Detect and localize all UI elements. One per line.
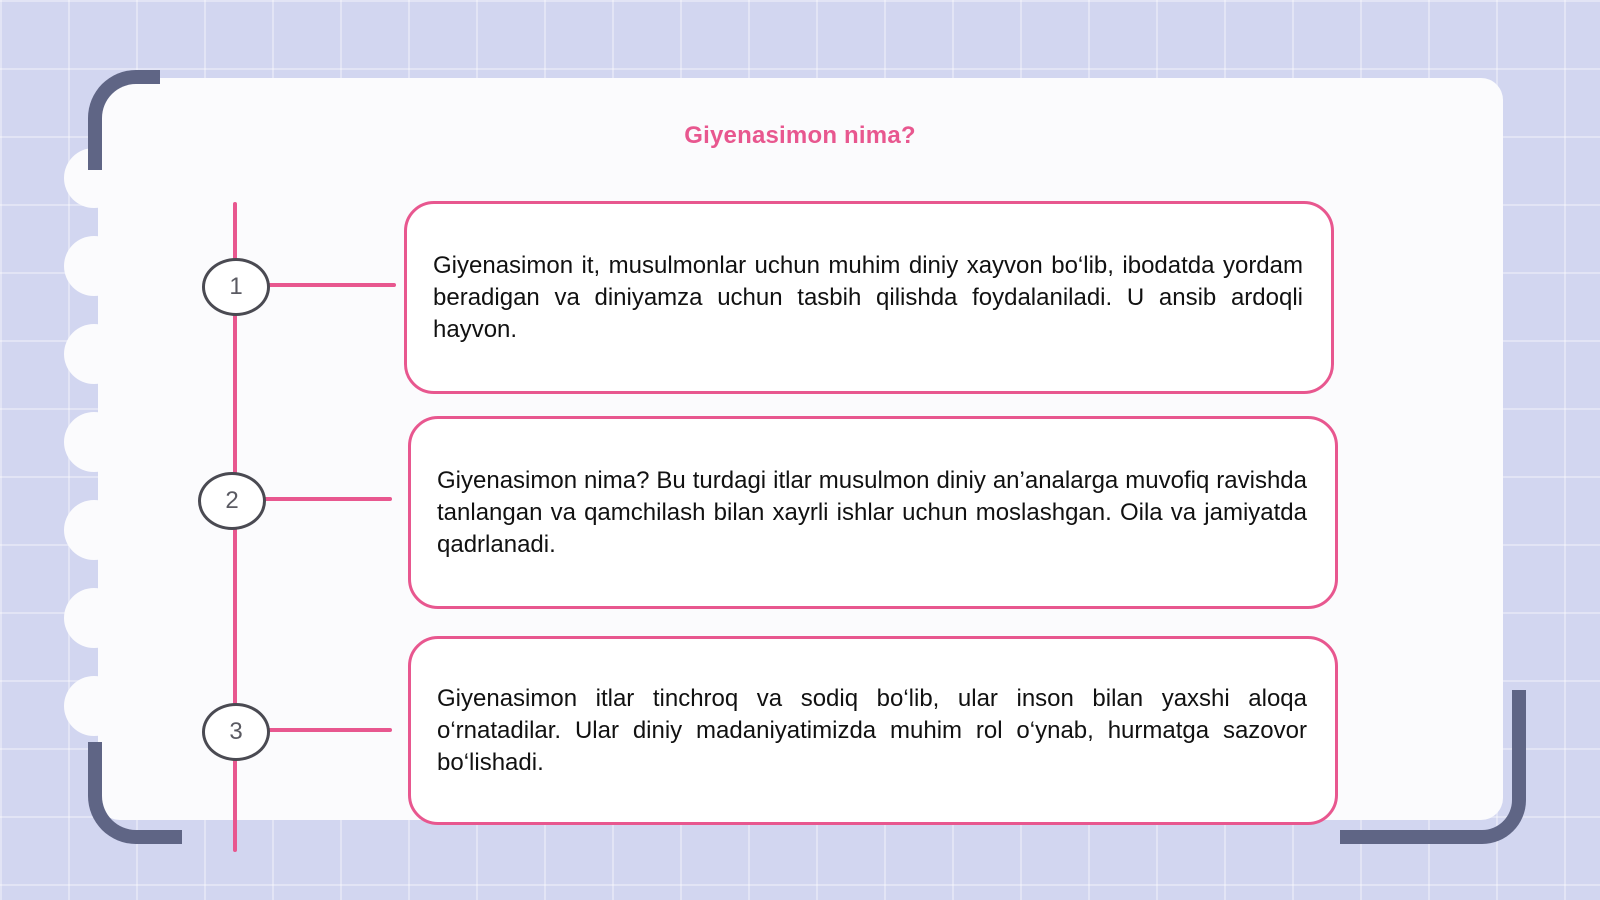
timeline-node-number: 1: [229, 273, 243, 300]
timeline-node-3: [202, 703, 270, 761]
info-box-text: Giyenasimon nima? Bu turdagi itlar musulmon diniy an’analarga muvofiq ravishda tanlangan va qamchilash bilan xayrli ishlar uchun moslashgan. Oila va jamiyatda qadrlanadi.: [437, 466, 1307, 558]
info-box-2: [408, 416, 1338, 609]
timeline-node-number: 2: [225, 487, 239, 514]
info-box-text: Giyenasimon it, musulmonlar uchun muhim diniy xayvon bo‘lib, ibodatda yordam beradigan va diniyamza uchun tasbih qilishda foydalaniladi. U ansib ardoqli hayvon.: [433, 251, 1303, 343]
info-box-3: [408, 636, 1338, 825]
timeline-connector: [266, 283, 396, 287]
timeline-connector: [262, 497, 392, 501]
timeline-node-2: [198, 472, 266, 530]
info-box-1: [404, 201, 1334, 394]
timeline-node-number: 3: [229, 718, 243, 745]
timeline-connector: [266, 728, 392, 732]
slide-title: Giyenasimon nima?: [684, 122, 916, 149]
info-box-text: Giyenasimon itlar tinchroq va sodiq bo‘lib, ular inson bilan yaxshi aloqa o‘rnatadilar. Ular diniy madaniyatimizda muhim rol o‘ynab, hurmatga sazovor bo‘lishadi.: [437, 684, 1307, 776]
timeline-node-1: [202, 258, 270, 316]
